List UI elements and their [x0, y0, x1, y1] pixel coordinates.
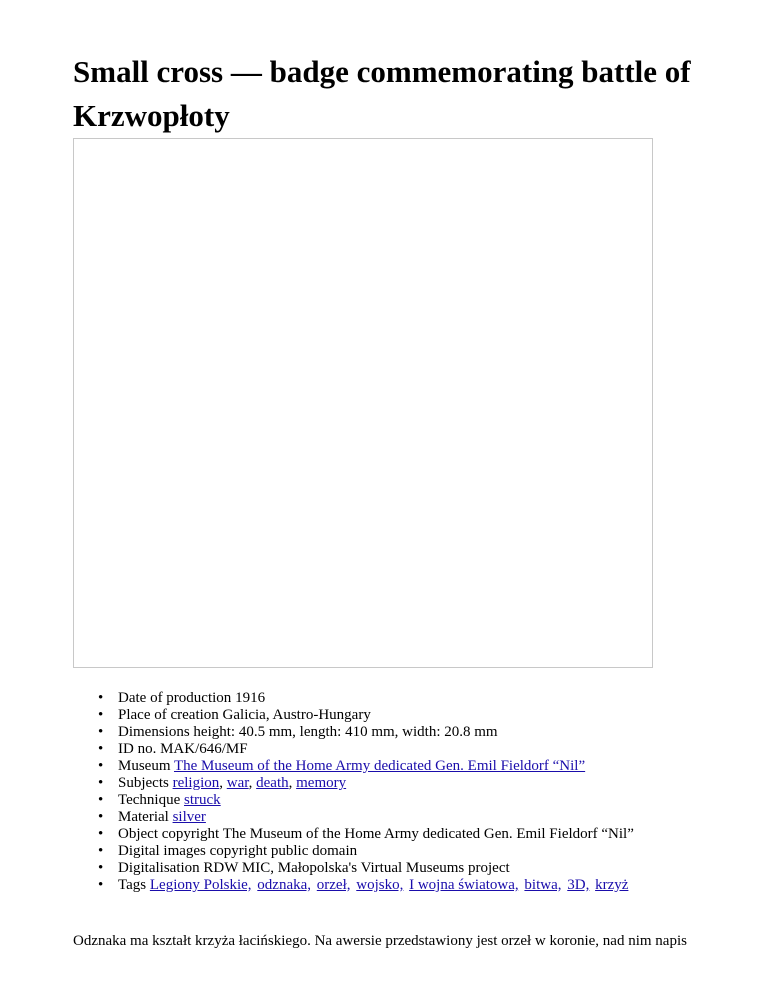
subject-link-war[interactable]: war	[226, 775, 249, 791]
detail-label: Digital images copyright	[118, 843, 268, 859]
detail-technique	[98, 792, 634, 809]
tag-link[interactable]: bitwa,	[524, 877, 562, 893]
detail-label: ID no.	[118, 741, 157, 757]
tag-link[interactable]: wojsko,	[356, 877, 404, 893]
tag-link[interactable]: odznaka,	[257, 877, 312, 893]
detail-label: Date of production	[118, 690, 232, 706]
object-details-list	[98, 690, 634, 894]
museum-link[interactable]: The Museum of the Home Army dedicated Gen. Emil Fieldorf “Nil”	[173, 758, 586, 774]
tag-link[interactable]: 3D,	[567, 877, 590, 893]
tag-link[interactable]: I wojna światowa,	[409, 877, 519, 893]
tag-link[interactable]: Legiony Polskie,	[149, 877, 252, 893]
subject-link-memory[interactable]: memory	[296, 775, 347, 791]
detail-label: Tags	[118, 877, 147, 893]
detail-label: Object copyright	[118, 826, 220, 842]
detail-value: RDW MIC, Małopolska's Virtual Museums project	[203, 860, 510, 876]
detail-label: Subjects	[118, 775, 169, 791]
detail-tags	[98, 877, 634, 894]
detail-label: Digitalisation	[118, 860, 200, 876]
detail-value: height: 40.5 mm, length: 410 mm, width: 20.8 mm	[193, 724, 498, 740]
detail-images-copyright	[98, 843, 634, 860]
detail-label: Museum	[118, 758, 171, 774]
subject-link-death[interactable]: death	[256, 775, 289, 791]
object-description: Odznaka ma kształt krzyża łacińskiego. Na awersie przedstawiony jest orzeł w koronie, nad nim napis	[73, 933, 687, 949]
detail-date	[98, 690, 634, 707]
technique-link[interactable]: struck	[184, 792, 221, 808]
material-link[interactable]: silver	[172, 809, 206, 825]
detail-id	[98, 741, 634, 758]
detail-value: MAK/646/MF	[160, 741, 248, 757]
tag-link[interactable]: krzyż	[595, 877, 629, 893]
detail-value: Galicia, Austro-Hungary	[222, 707, 371, 723]
detail-place	[98, 707, 634, 724]
detail-value: public domain	[270, 843, 358, 859]
detail-material	[98, 809, 634, 826]
detail-subjects: • Subjects religion, war, death, memory	[98, 775, 634, 792]
detail-digitalisation	[98, 860, 634, 877]
page-title: Small cross — badge commemorating battle of Krzwopłoty	[73, 54, 691, 133]
detail-museum	[98, 758, 634, 775]
object-image-placeholder	[73, 138, 653, 668]
detail-label: Dimensions	[118, 724, 190, 740]
detail-label: Place of creation	[118, 707, 219, 723]
detail-value: The Museum of the Home Army dedicated Gen. Emil Fieldorf “Nil”	[222, 826, 634, 842]
detail-dimensions	[98, 724, 634, 741]
detail-label: Material	[118, 809, 169, 825]
subject-link-religion[interactable]: religion	[172, 775, 220, 791]
detail-value: 1916	[235, 690, 266, 706]
detail-object-copyright	[98, 826, 634, 843]
tag-link[interactable]: orzeł,	[316, 877, 351, 893]
detail-label: Technique	[118, 792, 181, 808]
